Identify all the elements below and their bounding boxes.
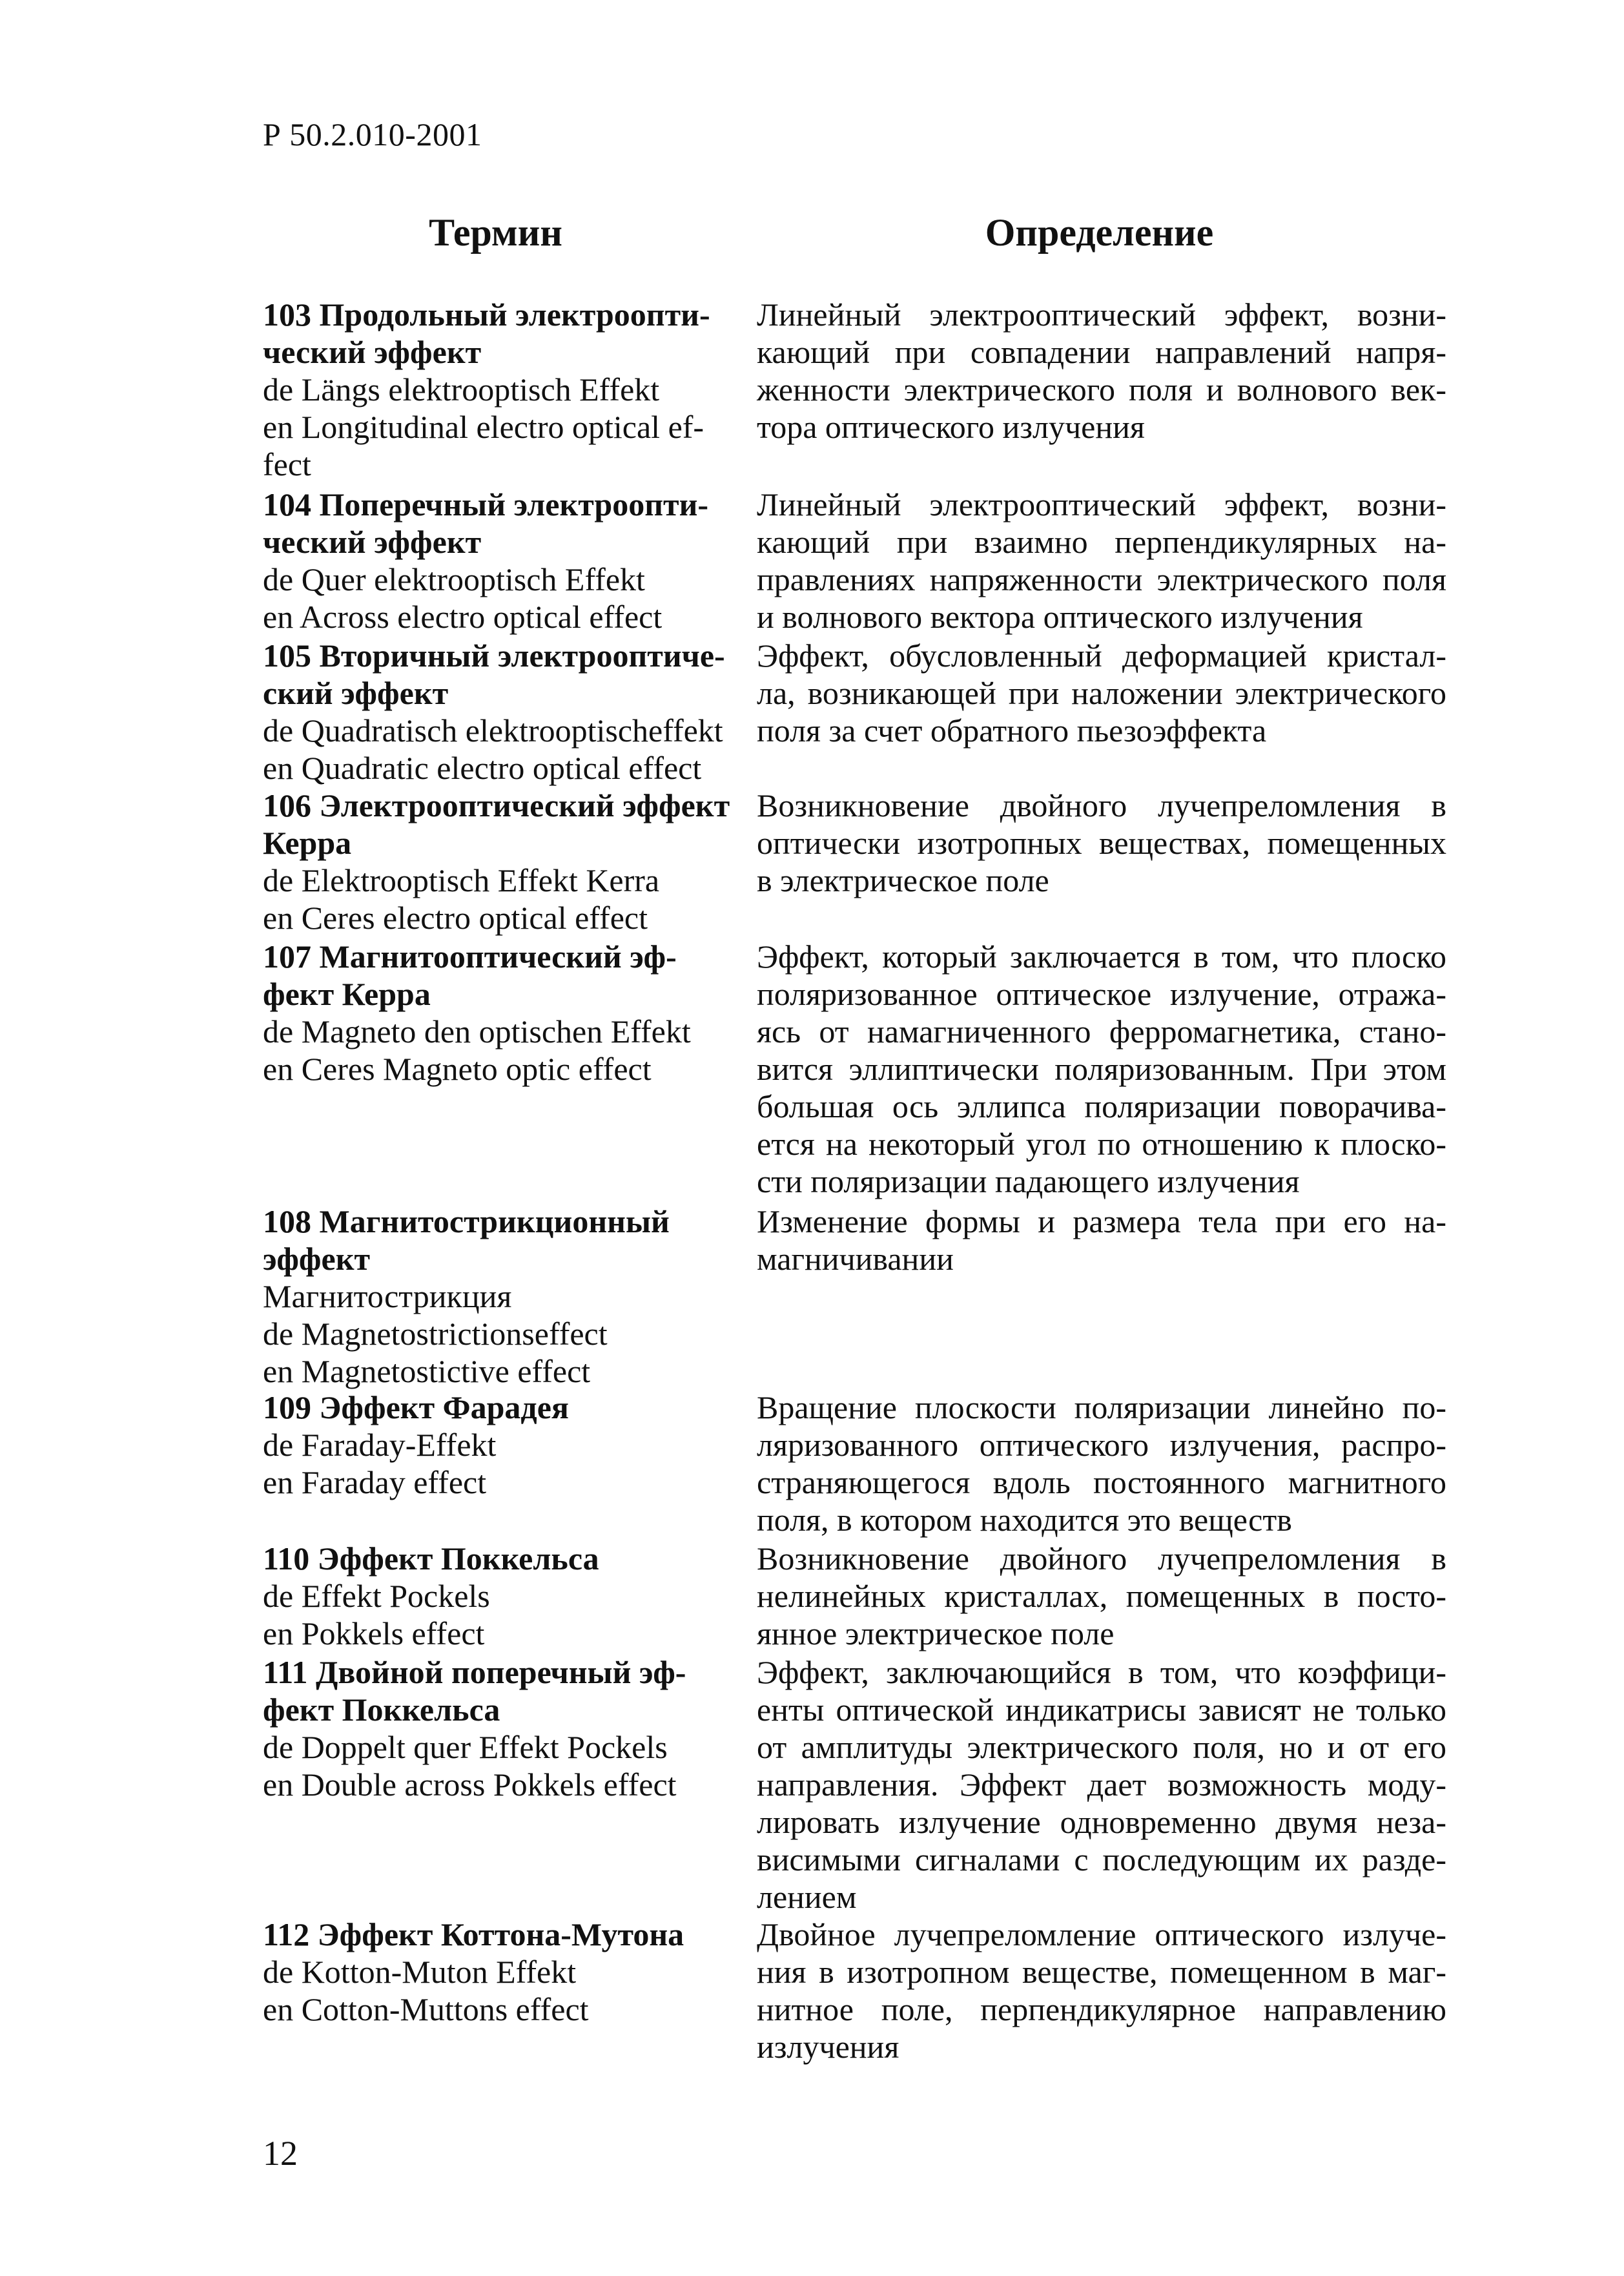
definition-text: оптически изотропных веществах, помещенных	[757, 825, 1446, 861]
term-name: 107 Магнитооптический эф-	[263, 938, 677, 975]
term-equivalent: en Faraday effect	[263, 1464, 487, 1500]
term-name: 106 Электрооптический эффект	[263, 787, 730, 823]
definition-text: Эффект, обусловленный деформацией кристал-	[757, 637, 1446, 674]
definition-text: Линейный электрооптический эффект, возни-	[757, 296, 1446, 333]
definition-text: направления. Эффект дает возможность моду-	[757, 1766, 1446, 1803]
term-name: 104 Поперечный электроопти-	[263, 486, 709, 522]
term-equivalent: de Quadratisch elektrooptischeffekt	[263, 712, 723, 749]
definition-text: и волнового вектора оптического излучения	[757, 599, 1363, 635]
definition-text: енты оптической индикатрисы зависят не только	[757, 1691, 1446, 1728]
term-cell	[263, 1389, 741, 1501]
term-name: 110 Эффект Поккельса	[263, 1540, 599, 1577]
term-equivalent: de Längs elektrooptisch Effekt	[263, 371, 660, 408]
definition-column-heading: Определение	[985, 211, 1214, 254]
definition-cell	[757, 1653, 1446, 1916]
definition-cell	[757, 486, 1446, 636]
term-equivalent: en Across electro optical effect	[263, 599, 663, 635]
definition-text: ла, возникающей при наложении электрического	[757, 675, 1446, 711]
definition-text: вится эллиптически поляризованным. При этом	[757, 1051, 1446, 1087]
term-name: фект Поккельса	[263, 1691, 500, 1728]
term-equivalent: fect	[263, 446, 311, 482]
term-name: 112 Эффект Коттона-Мутона	[263, 1916, 684, 1952]
term-equivalent: en Ceres Magneto optic effect	[263, 1051, 652, 1087]
definition-text: Изменение формы и размера тела при его на-	[757, 1203, 1446, 1239]
definition-text: в электрическое поле	[757, 862, 1049, 898]
definition-text: янное электрическое поле	[757, 1615, 1115, 1651]
definition-text: Возникновение двойного лучепреломления в	[757, 787, 1446, 823]
definition-text: страняющегося вдоль постоянного магнитного	[757, 1464, 1446, 1500]
term-equivalent: en Ceres electro optical effect	[263, 900, 648, 936]
term-equivalent: en Longitudinal electro optical ef-	[263, 409, 704, 445]
definition-text: Возникновение двойного лучепреломления в	[757, 1540, 1446, 1577]
document-code: Р 50.2.010-2001	[263, 116, 482, 152]
definition-text: ется на некоторый угол по отношению к плоско-	[757, 1126, 1446, 1162]
term-cell	[263, 787, 741, 936]
term-column-heading: Термин	[429, 211, 562, 254]
definition-text: Эффект, который заключается в том, что плоско	[757, 938, 1446, 975]
term-name: ческий эффект	[263, 524, 482, 560]
definition-text: ния в изотропном веществе, помещенном в маг-	[757, 1954, 1446, 1990]
term-cell	[263, 486, 741, 636]
term-equivalent: en Magnetostictive effect	[263, 1353, 591, 1389]
definition-text: кающий при совпадении направлений напря-	[757, 334, 1446, 370]
term-name: Керра	[263, 825, 352, 861]
term-name: ческий эффект	[263, 334, 482, 370]
definition-text: женности электрического поля и волнового век-	[757, 371, 1446, 408]
term-cell	[263, 637, 741, 787]
definition-text: лением	[757, 1879, 857, 1915]
term-equivalent: de Kotton-Muton Effekt	[263, 1954, 577, 1990]
term-equivalent: de Faraday-Effekt	[263, 1427, 497, 1463]
definition-text: правлениях напряженности электрического поля	[757, 561, 1446, 597]
term-name: фект Керра	[263, 976, 431, 1012]
term-equivalent: en Double across Pokkels effect	[263, 1766, 677, 1803]
term-name: эффект	[263, 1241, 371, 1277]
definition-text: Эффект, заключающийся в том, что коэффици-	[757, 1654, 1446, 1690]
term-cell	[263, 296, 741, 483]
term-equivalent: de Elektrooptisch Effekt Kerra	[263, 862, 660, 898]
term-cell	[263, 1653, 741, 1803]
term-cell	[263, 1540, 741, 1652]
definition-text: магничивании	[757, 1241, 954, 1277]
definition-text: излучения	[757, 2029, 899, 2065]
term-equivalent: de Effekt Pockels	[263, 1578, 490, 1614]
definition-text: лировать излучение одновременно двумя неза-	[757, 1804, 1446, 1840]
definition-text: тора оптического излучения	[757, 409, 1145, 445]
definition-cell	[757, 637, 1446, 749]
term-name: 105 Вторичный электрооптиче-	[263, 637, 725, 674]
definition-text: от амплитуды электрического поля, но и от его	[757, 1729, 1446, 1765]
definition-text: ясь от намагниченного ферромагнетика, стано-	[757, 1013, 1446, 1050]
term-equivalent: Магнитострикция	[263, 1278, 512, 1314]
term-cell	[263, 938, 741, 1088]
page-number: 12	[263, 2134, 298, 2173]
definition-cell	[757, 296, 1446, 446]
term-equivalent: en Cotton-Muttons effect	[263, 1991, 589, 2027]
definition-cell	[757, 1540, 1446, 1652]
definition-text: кающий при взаимно перпендикулярных на-	[757, 524, 1446, 560]
term-equivalent: de Magnetostrictionseffect	[263, 1316, 608, 1352]
definition-cell	[757, 1916, 1446, 2065]
term-name: 108 Магнитострикционный	[263, 1203, 670, 1239]
definition-text: поля, в котором находится это веществ	[757, 1502, 1292, 1538]
term-equivalent: en Pokkels effect	[263, 1615, 485, 1651]
term-cell	[263, 1203, 741, 1390]
definition-cell	[757, 787, 1446, 899]
definition-text: поляризованное оптическое излучение, отража-	[757, 976, 1446, 1012]
definition-text: Вращение плоскости поляризации линейно по-	[757, 1389, 1446, 1425]
term-equivalent: en Quadratic electro optical effect	[263, 750, 702, 786]
term-name: 103 Продольный электроопти-	[263, 296, 710, 333]
definition-text: Двойное лучепреломление оптического излуче-	[757, 1916, 1446, 1952]
term-equivalent: de Doppelt quer Effekt Pockels	[263, 1729, 668, 1765]
term-name: 111 Двойной поперечный эф-	[263, 1654, 686, 1690]
definition-text: нелинейных кристаллах, помещенных в посто-	[757, 1578, 1446, 1614]
definition-text: висимыми сигналами с последующим их разде-	[757, 1841, 1446, 1878]
term-name: ский эффект	[263, 675, 449, 711]
definition-text: большая ось эллипса поляризации поворачива-	[757, 1088, 1446, 1124]
definition-text: ляризованного оптического излучения, распро-	[757, 1427, 1446, 1463]
term-name: 109 Эффект Фарадея	[263, 1389, 569, 1425]
term-equivalent: de Magneto den optischen Effekt	[263, 1013, 691, 1050]
definition-text: нитное поле, перпендикулярное направлению	[757, 1991, 1446, 2027]
term-cell	[263, 1916, 741, 2028]
definition-text: поля за счет обратного пьезоэффекта	[757, 712, 1267, 749]
definition-cell	[757, 938, 1446, 1200]
term-equivalent: de Quer elektrooptisch Effekt	[263, 561, 645, 597]
definition-cell	[757, 1389, 1446, 1538]
definition-text: сти поляризации падающего излучения	[757, 1163, 1300, 1199]
definition-text: Линейный электрооптический эффект, возни-	[757, 486, 1446, 522]
definition-cell	[757, 1203, 1446, 1278]
